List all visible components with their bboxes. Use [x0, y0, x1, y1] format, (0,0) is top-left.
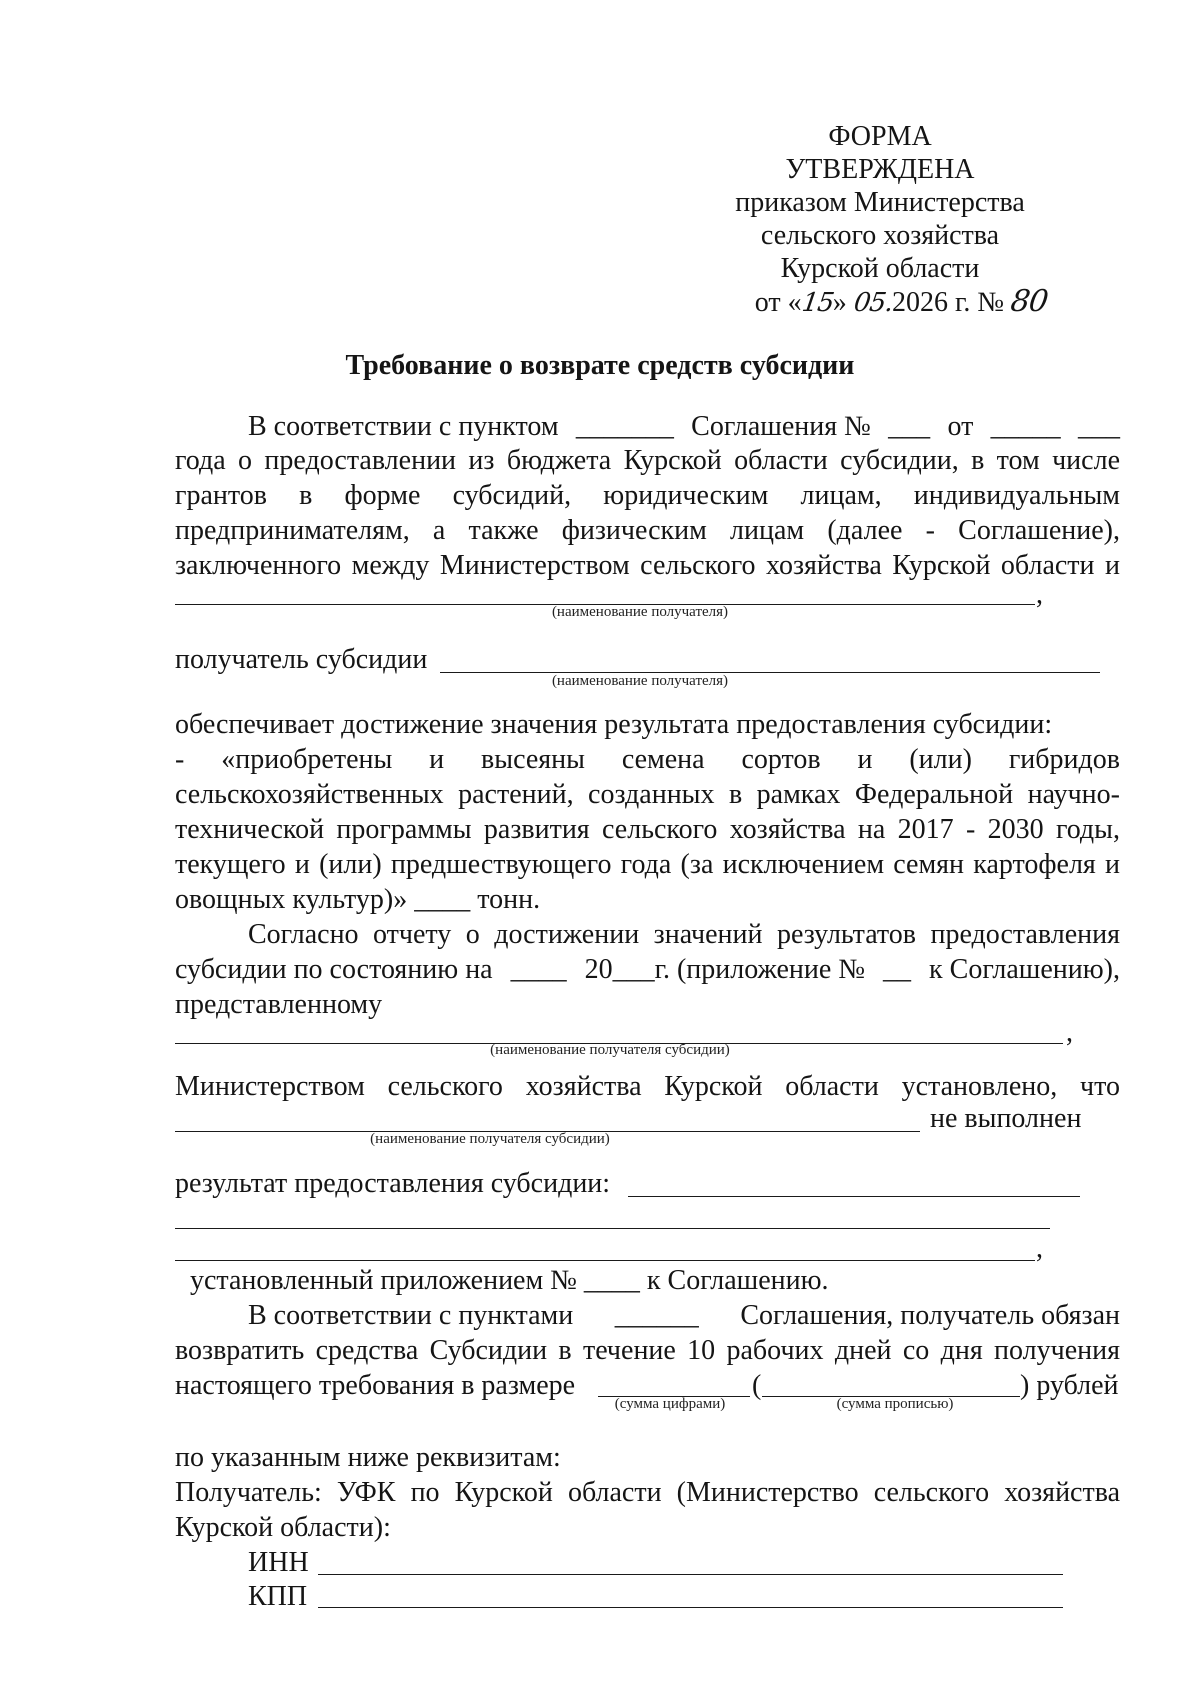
- approval-order-number: 80: [1008, 284, 1050, 319]
- subsidy-recipient-caption: (наименование получателя): [551, 673, 729, 689]
- tonnes-blank: ____: [414, 884, 471, 915]
- approval-form-label: ФОРМА: [828, 121, 932, 152]
- unmet-result-line2: [175, 1228, 1050, 1229]
- paragraph1-line2: года о предоставлении из бюджета Курской области субсидии, в том числе: [175, 445, 1120, 476]
- refund-line2: возвратить средства Субсидии в течение 10 рабочих дней со дня получения: [175, 1335, 1120, 1366]
- report-line2: субсидии по состоянию на ____ 20___г. (приложение № __ к Соглашению),: [175, 954, 1120, 985]
- unmet-result-comma: ,: [1036, 1233, 1043, 1264]
- result-line6: овощных культур)» ____ тонн.: [175, 884, 541, 915]
- report-line1: Согласно отчету о достижении значений результатов предоставления: [248, 919, 1120, 950]
- reporting-recipient-comma: ,: [1066, 1017, 1073, 1048]
- requisites-intro: по указанным ниже реквизитам:: [175, 1442, 561, 1473]
- report-date-blank: ____: [510, 954, 567, 985]
- amount-open-paren: (: [752, 1370, 762, 1401]
- approval-approved-label: УТВЕРЖДЕНА: [785, 154, 975, 185]
- result-line4: технической программы развития сельского хозяйства на 2017 - 2030 годы,: [175, 814, 1120, 845]
- unmet-result-line3: [175, 1260, 1035, 1261]
- approval-order-line: приказом Министерства: [735, 187, 1025, 218]
- unmet-result-appendix-line: установленный приложением № ____ к Соглашению.: [190, 1265, 829, 1296]
- appendix-number-blank: __: [883, 954, 912, 985]
- unmet-result-line1: [628, 1196, 1080, 1197]
- result-line3: сельскохозяйственных растений, созданных в рамках Федеральной научно-: [175, 779, 1120, 810]
- approval-date-sep: »: [832, 287, 854, 318]
- approval-block: [700, 120, 1060, 320]
- inn-label: ИНН: [248, 1547, 309, 1578]
- approval-date-day: 15: [799, 288, 835, 318]
- report-line3: представленному: [175, 989, 383, 1020]
- paragraph1-line3: грантов в форме субсидий, юридическим лицам, индивидуальным: [175, 480, 1120, 511]
- approval-region-line: Курской области: [780, 253, 980, 284]
- agreement-year-blank: ___: [1077, 411, 1120, 442]
- amount-close-paren: ) рублей: [1020, 1370, 1119, 1401]
- appendix-number-blank-2: ____: [583, 1265, 640, 1296]
- subsidy-recipient-label: получатель субсидии: [175, 644, 428, 675]
- inn-line: [318, 1574, 1063, 1575]
- approval-date-month: 05.: [851, 288, 895, 318]
- approval-date-year: 2026 г. №: [892, 287, 1005, 318]
- recipient-name-comma: ,: [1036, 579, 1043, 610]
- amount-words-caption: (сумма прописью): [836, 1396, 954, 1412]
- requisites-recipient-line: Получатель: УФК по Курской области (Министерство сельского хозяйства: [175, 1477, 1120, 1508]
- paragraph1-line5: заключенного между Министерством сельского хозяйства Курской области и: [175, 550, 1120, 581]
- clauses-blank: ______: [614, 1300, 699, 1331]
- recipient-name-caption: (наименование получателя): [551, 604, 729, 620]
- approval-date-line: [700, 285, 1060, 320]
- not-fulfilled-label: не выполнен: [930, 1103, 1082, 1134]
- refund-line1: В соответствии с пунктами ______ Соглашения, получатель обязан: [248, 1300, 1120, 1331]
- agreement-date-blank: _____: [990, 411, 1061, 442]
- result-intro-line: обеспечивает достижение значения результата предоставления субсидии:: [175, 709, 1053, 740]
- reporting-recipient-caption: (наименование получателя субсидии): [490, 1042, 730, 1058]
- refund-line3-label: настоящего требования в размере: [175, 1370, 576, 1401]
- ministry-line1: Министерством сельского хозяйства Курской области установлено, что: [175, 1071, 1120, 1102]
- requisites-recipient-line2: Курской области):: [175, 1512, 391, 1543]
- kpp-label: КПП: [248, 1581, 308, 1612]
- report-year-blank: ___: [612, 954, 655, 985]
- approval-ministry-line: сельского хозяйства: [760, 220, 1000, 251]
- agreement-number-blank: ___: [888, 411, 931, 442]
- result-line5: текущего и (или) предшествующего года (за исключением семян картофеля и: [175, 849, 1120, 880]
- amount-digits-caption: (сумма цифрами): [614, 1396, 726, 1412]
- unmet-result-label: результат предоставления субсидии:: [175, 1168, 611, 1199]
- clause-number-blank: _______: [575, 411, 674, 442]
- result-line2: - «приобретены и высеяны семена сортов и (или) гибридов: [175, 744, 1120, 775]
- non-compliant-recipient-caption: (наименование получателя субсидии): [370, 1131, 610, 1147]
- kpp-line: [318, 1607, 1063, 1608]
- approval-date-prefix: от «: [754, 287, 802, 318]
- paragraph1-line4: предпринимателям, а также физическим лицам (далее - Соглашение),: [175, 515, 1120, 546]
- document-title: Требование о возврате средств субсидии: [345, 350, 855, 381]
- paragraph1-line1: В соответствии с пунктом _______ Соглашения № ___ от _____ ___: [248, 411, 1120, 442]
